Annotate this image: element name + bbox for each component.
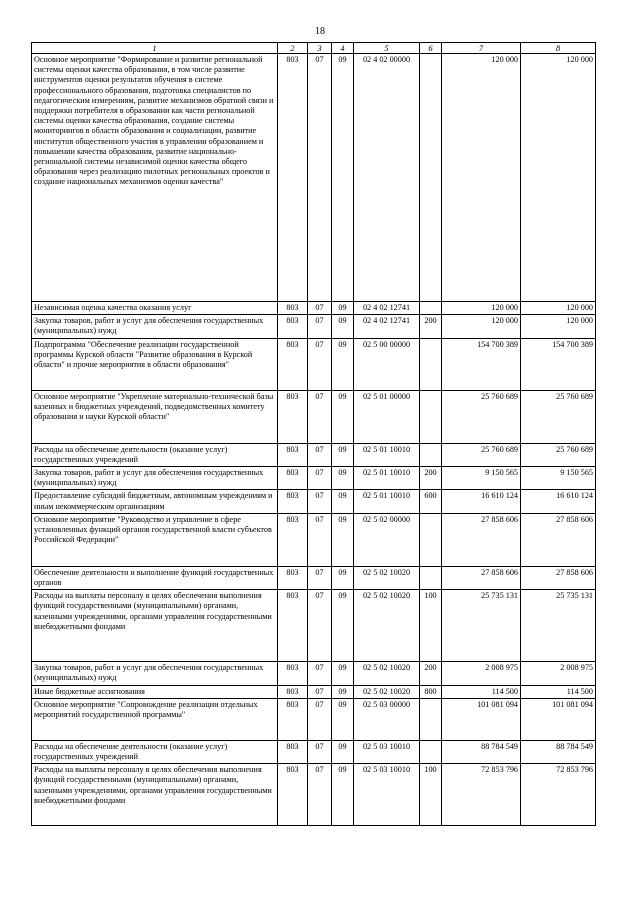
- cell-pr: 09: [332, 740, 354, 763]
- cell-vr: [420, 740, 442, 763]
- cell-vr: 100: [420, 764, 442, 826]
- cell-csr: 02 5 02 10020: [354, 662, 420, 685]
- cell-vr: [420, 443, 442, 466]
- cell-vr: [420, 513, 442, 566]
- budget-table: [31, 42, 596, 826]
- cell-csr: 02 5 02 10020: [354, 685, 420, 698]
- cell-sum2: 9 150 565: [521, 467, 596, 490]
- cell-sum1: 88 784 549: [442, 740, 521, 763]
- cell-rz: 07: [308, 513, 332, 566]
- column-header: 1: [32, 43, 278, 54]
- cell-grbs: 803: [278, 467, 308, 490]
- table-row: [32, 390, 596, 443]
- cell-rz: 07: [308, 338, 332, 390]
- cell-csr: 02 4 02 12741: [354, 302, 420, 315]
- cell-grbs: 803: [278, 764, 308, 826]
- cell-name: Иные бюджетные ассигнования: [32, 685, 278, 698]
- cell-rz: 07: [308, 662, 332, 685]
- cell-rz: 07: [308, 566, 332, 589]
- cell-pr: 09: [332, 685, 354, 698]
- cell-name: Подпрограмма "Обеспечение реализации государственной программы Курской области "Развитие образования в Курской области" и прочие мероприятия в области образования": [32, 338, 278, 390]
- cell-grbs: 803: [278, 662, 308, 685]
- header-row: [32, 43, 596, 54]
- table-row: [32, 698, 596, 740]
- table-row: [32, 764, 596, 826]
- cell-pr: 09: [332, 513, 354, 566]
- cell-sum1: 120 000: [442, 302, 521, 315]
- cell-pr: 09: [332, 390, 354, 443]
- cell-sum2: 27 858 606: [521, 513, 596, 566]
- cell-pr: 09: [332, 54, 354, 302]
- cell-sum1: 101 081 094: [442, 698, 521, 740]
- cell-csr: 02 5 00 00000: [354, 338, 420, 390]
- cell-vr: 200: [420, 662, 442, 685]
- cell-sum2: 120 000: [521, 302, 596, 315]
- cell-sum2: 25 760 689: [521, 443, 596, 466]
- table-row: [32, 740, 596, 763]
- cell-csr: 02 5 02 10020: [354, 590, 420, 662]
- cell-pr: 09: [332, 698, 354, 740]
- cell-sum1: 120 000: [442, 54, 521, 302]
- cell-vr: [420, 566, 442, 589]
- table-row: [32, 685, 596, 698]
- cell-name: Основное мероприятие "Сопровождение реализации отдельных мероприятий государственной программы": [32, 698, 278, 740]
- cell-grbs: 803: [278, 740, 308, 763]
- cell-sum1: 72 853 796: [442, 764, 521, 826]
- cell-sum2: 88 784 549: [521, 740, 596, 763]
- cell-sum1: 114 500: [442, 685, 521, 698]
- table-row: [32, 338, 596, 390]
- cell-rz: 07: [308, 764, 332, 826]
- column-header: 4: [332, 43, 354, 54]
- cell-name: Закупка товаров, работ и услуг для обеспечения государственных (муниципальных) нужд: [32, 467, 278, 490]
- cell-sum2: 72 853 796: [521, 764, 596, 826]
- cell-grbs: 803: [278, 698, 308, 740]
- cell-grbs: 803: [278, 490, 308, 513]
- cell-name: Основное мероприятие "Руководство и управление в сфере установленных функций органов государственной власти субъектов Российской Федерации": [32, 513, 278, 566]
- column-header: 6: [420, 43, 442, 54]
- cell-pr: 09: [332, 443, 354, 466]
- cell-sum1: 2 008 975: [442, 662, 521, 685]
- column-header: 8: [521, 43, 596, 54]
- cell-name: Расходы на выплаты персоналу в целях обеспечения выполнения функций государственными (муниципальными) органами, казенными учреждениями, органами управления государственными внебюджетными фондами: [32, 590, 278, 662]
- cell-rz: 07: [308, 698, 332, 740]
- cell-vr: [420, 338, 442, 390]
- cell-name: Основное мероприятие "Укрепление материально-технической базы казенных и бюджетных учреждений, подведомственных комитету образования и науки Курской области": [32, 390, 278, 443]
- cell-csr: 02 5 01 10010: [354, 467, 420, 490]
- table-row: [32, 513, 596, 566]
- table-row: [32, 443, 596, 466]
- cell-vr: 800: [420, 685, 442, 698]
- cell-sum1: 25 760 689: [442, 390, 521, 443]
- column-header: 7: [442, 43, 521, 54]
- cell-sum2: 2 008 975: [521, 662, 596, 685]
- table-row: [32, 490, 596, 513]
- cell-vr: 200: [420, 315, 442, 338]
- cell-rz: 07: [308, 740, 332, 763]
- cell-vr: [420, 302, 442, 315]
- table-row: [32, 302, 596, 315]
- cell-sum2: 120 000: [521, 315, 596, 338]
- cell-grbs: 803: [278, 390, 308, 443]
- cell-rz: 07: [308, 467, 332, 490]
- table-row: [32, 315, 596, 338]
- cell-name: Независимая оценка качества оказания услуг: [32, 302, 278, 315]
- cell-pr: 09: [332, 467, 354, 490]
- table-row: [32, 566, 596, 589]
- cell-name: Расходы на обеспечение деятельности (оказание услуг) государственных учреждений: [32, 443, 278, 466]
- cell-name: Закупка товаров, работ и услуг для обеспечения государственных (муниципальных) нужд: [32, 662, 278, 685]
- cell-grbs: 803: [278, 590, 308, 662]
- cell-pr: 09: [332, 764, 354, 826]
- cell-csr: 02 5 02 10020: [354, 566, 420, 589]
- cell-pr: 09: [332, 490, 354, 513]
- cell-sum2: 25 760 689: [521, 390, 596, 443]
- cell-csr: 02 5 03 10010: [354, 740, 420, 763]
- cell-csr: 02 5 01 00000: [354, 390, 420, 443]
- table-row: [32, 590, 596, 662]
- cell-grbs: 803: [278, 302, 308, 315]
- column-header: 2: [278, 43, 308, 54]
- cell-sum2: 25 735 131: [521, 590, 596, 662]
- cell-grbs: 803: [278, 513, 308, 566]
- cell-sum2: 120 000: [521, 54, 596, 302]
- cell-rz: 07: [308, 302, 332, 315]
- cell-name: Закупка товаров, работ и услуг для обеспечения государственных (муниципальных) нужд: [32, 315, 278, 338]
- cell-rz: 07: [308, 54, 332, 302]
- cell-csr: 02 5 03 00000: [354, 698, 420, 740]
- cell-grbs: 803: [278, 443, 308, 466]
- cell-sum2: 16 610 124: [521, 490, 596, 513]
- cell-sum1: 25 735 131: [442, 590, 521, 662]
- cell-grbs: 803: [278, 566, 308, 589]
- cell-sum2: 114 500: [521, 685, 596, 698]
- cell-rz: 07: [308, 490, 332, 513]
- cell-pr: 09: [332, 566, 354, 589]
- cell-rz: 07: [308, 590, 332, 662]
- cell-vr: [420, 54, 442, 302]
- cell-sum1: 16 610 124: [442, 490, 521, 513]
- cell-sum1: 27 858 606: [442, 566, 521, 589]
- cell-rz: 07: [308, 443, 332, 466]
- page-number: 18: [315, 26, 325, 37]
- cell-pr: 09: [332, 590, 354, 662]
- cell-pr: 09: [332, 302, 354, 315]
- cell-csr: 02 5 03 10010: [354, 764, 420, 826]
- cell-rz: 07: [308, 390, 332, 443]
- cell-rz: 07: [308, 315, 332, 338]
- cell-csr: 02 5 01 10010: [354, 443, 420, 466]
- cell-csr: 02 5 02 00000: [354, 513, 420, 566]
- cell-sum2: 154 700 389: [521, 338, 596, 390]
- table-body: [32, 54, 596, 826]
- cell-csr: 02 4 02 12741: [354, 315, 420, 338]
- column-header: 5: [354, 43, 420, 54]
- cell-pr: 09: [332, 662, 354, 685]
- cell-name: Предоставление субсидий бюджетным, автономным учреждениям и иным некоммерческим организациям: [32, 490, 278, 513]
- cell-sum1: 9 150 565: [442, 467, 521, 490]
- cell-vr: [420, 698, 442, 740]
- cell-grbs: 803: [278, 685, 308, 698]
- cell-name: Расходы на выплаты персоналу в целях обеспечения выполнения функций государственными (муниципальными) органами, казенными учреждениями, органами управления государственными внебюджетными фондами: [32, 764, 278, 826]
- cell-sum1: 27 858 606: [442, 513, 521, 566]
- cell-vr: [420, 390, 442, 443]
- cell-sum2: 27 858 606: [521, 566, 596, 589]
- cell-name: Расходы на обеспечение деятельности (оказание услуг) государственных учреждений: [32, 740, 278, 763]
- cell-pr: 09: [332, 315, 354, 338]
- column-header: 3: [308, 43, 332, 54]
- cell-sum2: 101 081 094: [521, 698, 596, 740]
- cell-pr: 09: [332, 338, 354, 390]
- table-row: [32, 662, 596, 685]
- cell-grbs: 803: [278, 338, 308, 390]
- cell-grbs: 803: [278, 54, 308, 302]
- cell-grbs: 803: [278, 315, 308, 338]
- cell-name: Обеспечение деятельности и выполнение функций государственных органов: [32, 566, 278, 589]
- table-row: [32, 54, 596, 302]
- cell-sum1: 154 700 389: [442, 338, 521, 390]
- cell-name: Основное мероприятие "Формирование и развитие региональной системы оценки качества образования, в том числе развитие инструментов оценки результатов обучения в системе профессионального образования, подготовка специалистов по педагогическим измерениям, развитие механизмов обратной связи и поддержки потребителя в образовании как части региональной системы оценки качества образования, создание системы мониторингов в области образования и социализации, развитие институтов общественного участия в управлении образованием и повышении качества образования, развитие национально-региональной системы независимой оценки качества общего образования через реализацию пилотных региональных проектов и создание национальных механизмов оценки качества": [32, 54, 278, 302]
- cell-sum1: 120 000: [442, 315, 521, 338]
- cell-vr: 200: [420, 467, 442, 490]
- cell-vr: 600: [420, 490, 442, 513]
- cell-csr: 02 4 02 00000: [354, 54, 420, 302]
- cell-vr: 100: [420, 590, 442, 662]
- cell-sum1: 25 760 689: [442, 443, 521, 466]
- table-row: [32, 467, 596, 490]
- cell-rz: 07: [308, 685, 332, 698]
- cell-csr: 02 5 01 10010: [354, 490, 420, 513]
